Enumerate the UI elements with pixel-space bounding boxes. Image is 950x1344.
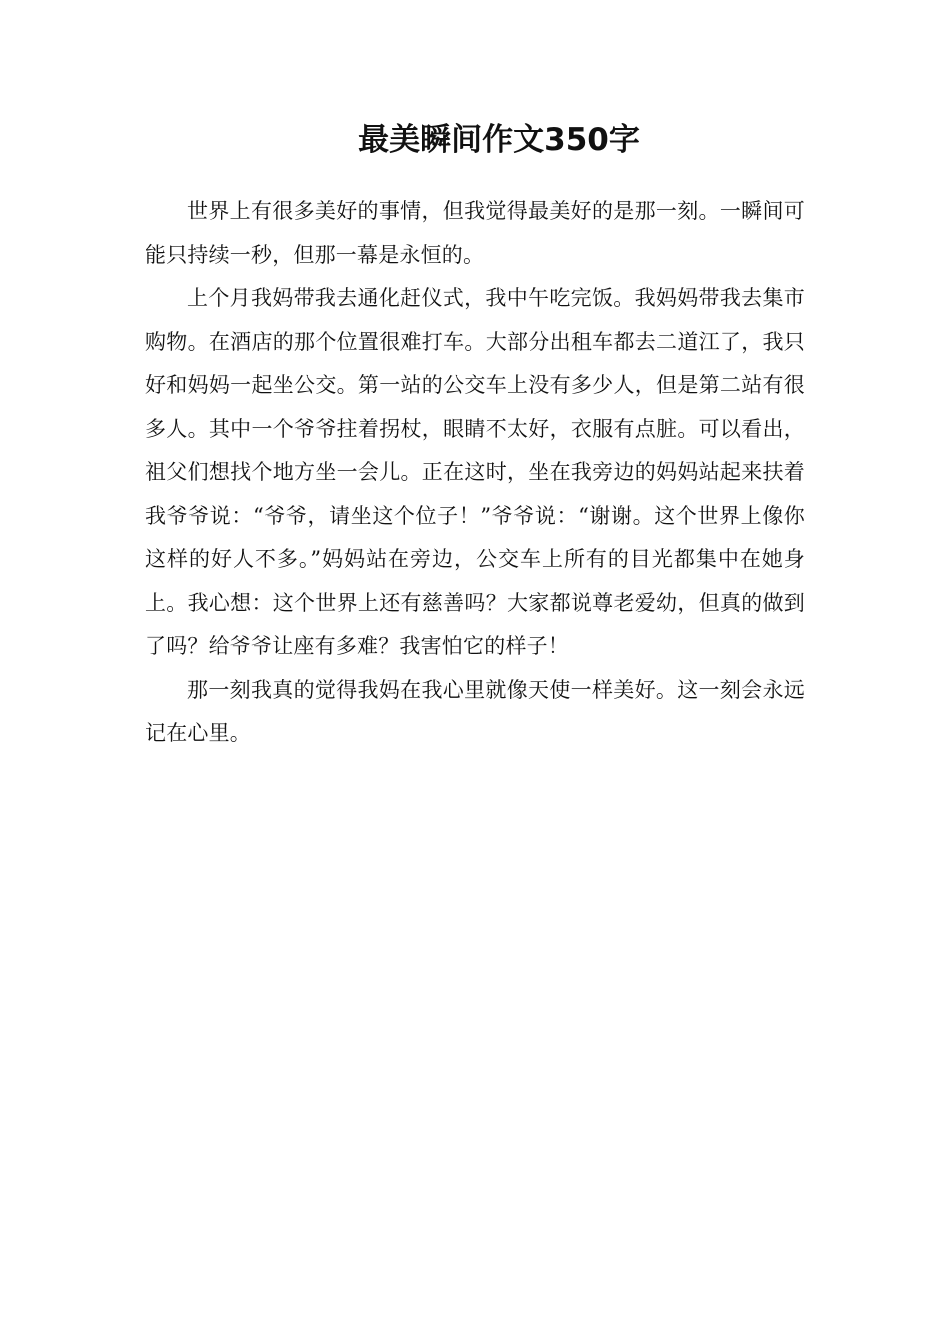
document-title: 最美瞬间作文350字 bbox=[358, 122, 640, 158]
paragraph-1: 世界上有很多美好的事情，但我觉得最美好的是那一刻。一瞬间可能只持续一秒，但那一幕是永恒的。 bbox=[145, 199, 805, 267]
paragraph-3: 那一刻我真的觉得我妈在我心里就像天使一样美好。这一刻会永远记在心里。 bbox=[145, 677, 805, 745]
essay-body bbox=[145, 190, 805, 756]
paragraph-2: 上个月我妈带我去通化赶仪式，我中午吃完饭。我妈妈带我去集市购物。在酒店的那个位置很难打车。大部分出租车都去二道江了，我只好和妈妈一起坐公交。第一站的公交车上没有多少人，但是第二站有很多人。其中一个爷爷拄着拐杖，眼睛不太好，衣服有点脏。可以看出，祖父们想找个地方坐一会儿。正在这时，坐在我旁边的妈妈站起来扶着我爷爷说：“爷爷，请坐这个位子！”爷爷说：“谢谢。这个世界上像你这样的好人不多。”妈妈站在旁边，公交车上所有的目光都集中在她身上。我心想：这个世界上还有慈善吗？大家都说尊老爱幼，但真的做到了吗？给爷爷让座有多难？我害怕它的样子！ bbox=[145, 286, 805, 658]
